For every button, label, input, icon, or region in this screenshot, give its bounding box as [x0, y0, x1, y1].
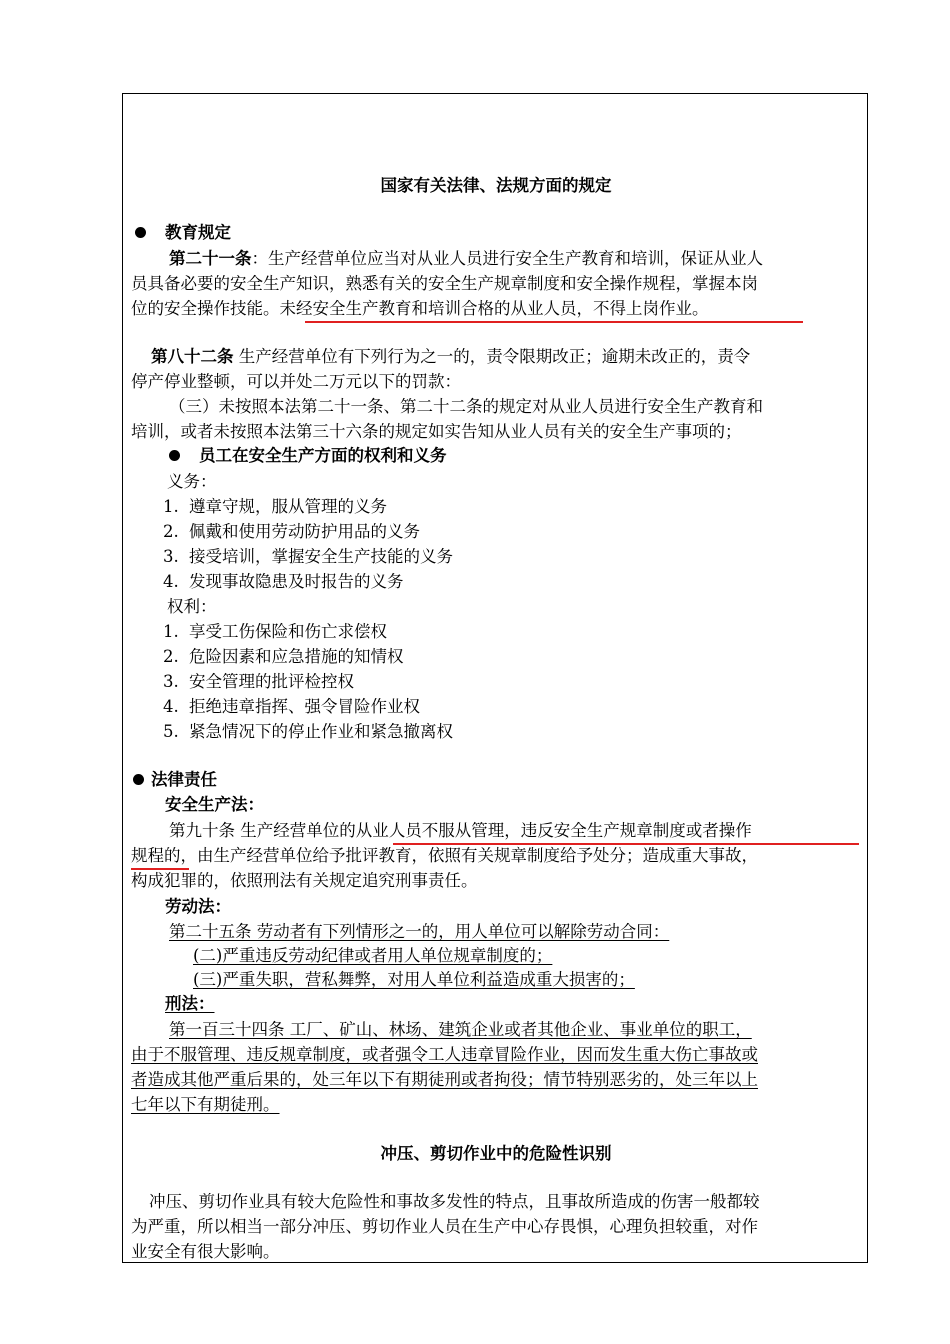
art90-line3: 构成犯罪的，依照刑法有关规定追究刑事责任。: [131, 871, 478, 890]
duties-label: 义务：: [167, 472, 217, 491]
list-text: 享受工伤保险和伤亡求偿权: [189, 622, 387, 641]
art90-line2: [131, 846, 758, 866]
heading-education: 教育规定: [165, 223, 231, 242]
art90-highlight: 规程的: [131, 846, 181, 865]
hazard-para-line2: 为严重，所以相当一部分冲压、剪切作业人员在生产中心存畏惧，心理负担较重，对作: [131, 1217, 758, 1236]
art134-line4: 七年以下有期徒刑。: [131, 1095, 280, 1114]
art21-line3: [131, 299, 709, 319]
art82-text: 生产经营单位有下列行为之一的，责令限期改正；逾期未改正的，责令: [233, 347, 751, 366]
list-text: 安全管理的批评检控权: [189, 672, 354, 691]
list-number: 2.: [163, 647, 179, 666]
hazard-para-line1: 冲压、剪切作业具有较大危险性和事故多发性的特点，且事故所造成的伤害一般都较: [149, 1192, 760, 1211]
list-item: [163, 672, 354, 692]
list-number: 1.: [163, 497, 179, 516]
art90-text-a: 第九十条 生产经营单位的: [169, 821, 356, 840]
art25-line1: 第二十五条 劳动者有下列情形之一的，用人单位可以解除劳动合同：: [169, 922, 670, 941]
list-number: 2.: [163, 522, 179, 541]
art90-line1: [169, 821, 752, 841]
section-title-hazard: 冲压、剪切作业中的危险性识别: [380, 1144, 612, 1163]
list-item: [163, 722, 453, 742]
list-number: 5.: [163, 722, 179, 741]
list-text: 发现事故隐患及时报告的义务: [189, 572, 404, 591]
list-item: [163, 647, 404, 667]
criminal-law-label: 刑法：: [165, 994, 215, 1013]
list-number: 4.: [163, 697, 179, 716]
hazard-para-line3: 业安全有很大影响。: [131, 1242, 280, 1261]
heading-legal: 法律责任: [151, 770, 217, 789]
red-underline: [305, 321, 803, 323]
list-item: [163, 572, 404, 592]
art82-line2: 停产停业整顿，可以并处二万元以下的罚款：: [131, 372, 461, 391]
list-item: [163, 522, 420, 542]
bullet-icon: [133, 774, 144, 785]
labor-law-label: 劳动法：: [165, 897, 231, 916]
art90-text-b: ，由生产经营单位给予批评教育，依照有关规章制度给予处分；造成重大事故，: [180, 846, 758, 865]
list-number: 3.: [163, 547, 179, 566]
bullet-icon: [169, 450, 180, 461]
art82-line3: （三）未按照本法第二十一条、第二十二条的规定对从业人员进行安全生产教育和: [169, 397, 763, 416]
list-text: 拒绝违章指挥、强令冒险作业权: [189, 697, 420, 716]
list-text: 遵章守规，服从管理的义务: [189, 497, 387, 516]
art82-line1: [151, 347, 750, 367]
list-number: 1.: [163, 622, 179, 641]
art90-highlight: 从业人员不服从管理，违反安全生产规章制度或者操作: [355, 821, 752, 840]
document-frame: [122, 93, 868, 1263]
bullet-icon: [135, 227, 146, 238]
art21-text: ：生产经营单位应当对从业人员进行安全生产教育和培训，保证从业人: [251, 249, 763, 268]
red-underline: [393, 843, 859, 845]
list-number: 3.: [163, 672, 179, 691]
list-number: 4.: [163, 572, 179, 591]
art134-line3: 者造成其他严重后果的，处三年以下有期徒刑或者拘役；情节特别恶劣的，处三年以上: [131, 1070, 758, 1089]
art21-label: 第二十一条: [169, 249, 252, 268]
list-item: [163, 622, 387, 642]
list-item: [163, 497, 387, 517]
safety-law-label: 安全生产法：: [165, 795, 264, 814]
art21-highlight: 未经安全生产教育和培训合格的从业人员，不得上岗作业。: [279, 299, 709, 318]
art82-line4: 培训，或者未按照本法第三十六条的规定如实告知从业人员有关的安全生产事项的；: [131, 422, 742, 441]
list-item: [163, 547, 453, 567]
list-item: [163, 697, 420, 717]
art134-line1: 第一百三十四条 工厂、矿山、林场、建筑企业或者其他企业、事业单位的职工，: [169, 1020, 752, 1039]
rights-label: 权利：: [167, 597, 217, 616]
art134-line2: 由于不服管理、违反规章制度，或者强令工人违章冒险作业，因而发生重大伤亡事故或: [131, 1045, 758, 1064]
list-text: 接受培训，掌握安全生产技能的义务: [189, 547, 453, 566]
art21-line1: [169, 249, 763, 269]
list-text: 危险因素和应急措施的知情权: [189, 647, 404, 666]
red-underline: [131, 868, 189, 870]
art25-line2: (二)严重违反劳动纪律或者用人单位规章制度的；: [193, 946, 553, 965]
list-text: 佩戴和使用劳动防护用品的义务: [189, 522, 420, 541]
art25-line3: (三)严重失职，营私舞弊，对用人单位利益造成重大损害的；: [193, 970, 635, 989]
section-title-laws: 国家有关法律、法规方面的规定: [380, 176, 612, 195]
art21-text-a: 位的安全操作技能。: [131, 299, 280, 318]
heading-rights-duties: 员工在安全生产方面的权利和义务: [199, 446, 447, 465]
art82-label: 第八十二条: [151, 347, 234, 366]
list-text: 紧急情况下的停止作业和紧急撤离权: [189, 722, 453, 741]
art21-line2: 员具备必要的安全生产知识，熟悉有关的安全生产规章制度和安全操作规程，掌握本岗: [131, 274, 758, 293]
